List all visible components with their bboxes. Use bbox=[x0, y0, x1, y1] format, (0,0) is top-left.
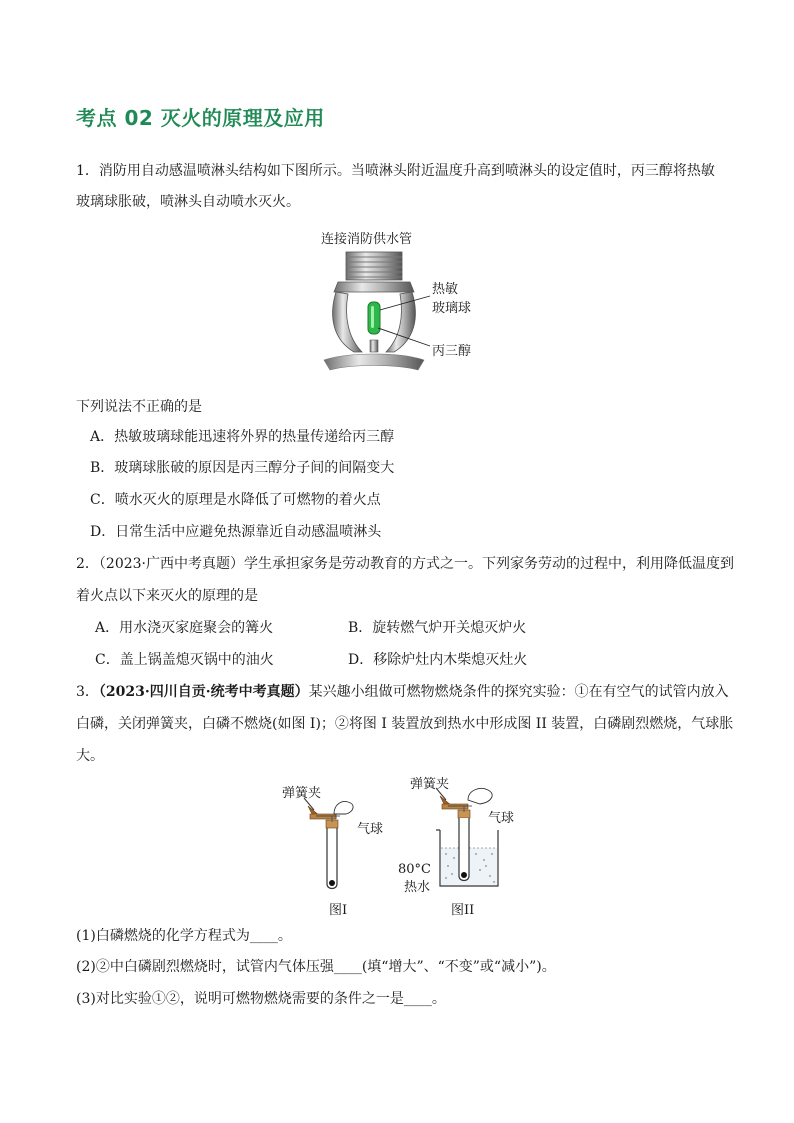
fig2-label-clip: 弹簧夹 bbox=[410, 777, 450, 792]
q2-option-d: D．移除炉灶内木柴熄灭灶火 bbox=[348, 652, 528, 668]
section-title: 考点 02 灭火的原理及应用 bbox=[76, 106, 325, 130]
q1-text-line2: 玻璃球胀破，喷淋头自动喷水灭火。 bbox=[76, 194, 300, 210]
q3-sub3: (3)对比实验①②，说明可燃物燃烧需要的条件之一是____。 bbox=[76, 991, 446, 1007]
fig2-label-hot-water: 热水 bbox=[404, 880, 431, 895]
figure-ii-apparatus bbox=[428, 786, 520, 892]
q1-option-b: B．玻璃球胀破的原因是丙三醇分子间的间隔变大 bbox=[90, 460, 395, 476]
q3-text-line1 bbox=[76, 683, 729, 701]
q2-text-line1: 2．（2023·广西中考真题）学生承担家务是劳动教育的方式之一。下列家务劳动的过程中，利用降低温度到 bbox=[76, 556, 734, 572]
q2-option-a: A．用水浇灭家庭聚会的篝火 bbox=[95, 620, 274, 636]
q3-sub2: (2)②中白磷剧烈燃烧时，试管内气体压强____(填“增大”、“不变”或“减小”)。 bbox=[76, 959, 556, 975]
q3-source: （2023·四川自贡·统考中考真题） bbox=[98, 684, 309, 700]
sprinkler-label-glass-2: 玻璃球 bbox=[432, 301, 472, 316]
q1-stem: 下列说法不正确的是 bbox=[76, 399, 202, 415]
fig1-caption: 图I bbox=[329, 903, 348, 918]
q1-option-a: A．热敏玻璃球能迅速将外界的热量传递给丙三醇 bbox=[90, 429, 395, 445]
q2-text-line2: 着火点以下来灭火的原理的是 bbox=[76, 588, 258, 604]
fig2-caption: 图II bbox=[451, 903, 475, 918]
q1-option-c: C．喷水灭火的原理是水降低了可燃物的着火点 bbox=[90, 492, 381, 508]
q1-text-line1: 1．消防用自动感温喷淋头结构如下图所示。当喷淋头附近温度升高到喷淋头的设定值时，丙三醇将热敏 bbox=[76, 163, 715, 179]
fig2-label-balloon: 气球 bbox=[488, 811, 515, 826]
fig2-label-temp: 80°C bbox=[398, 862, 431, 877]
fig1-label-balloon: 气球 bbox=[357, 822, 384, 837]
q2-option-b: B．旋转燃气炉开关熄灭炉火 bbox=[348, 620, 527, 636]
fig1-label-clip: 弹簧夹 bbox=[282, 786, 322, 801]
sprinkler-label-pipe: 连接消防供水管 bbox=[321, 232, 413, 247]
q1-option-d: D．日常生活中应避免热源靠近自动感温喷淋头 bbox=[90, 524, 382, 540]
q2-option-c: C．盖上锅盖熄灭锅中的油火 bbox=[95, 652, 274, 668]
q3-sub1: (1)白磷燃烧的化学方程式为____。 bbox=[76, 928, 292, 944]
sprinkler-label-glycerol: 丙三醇 bbox=[432, 344, 472, 359]
q3-text-line2: 白磷，关闭弹簧夹，白磷不燃烧(如图 I)；②将图 I 装置放到热水中形成图 II 装置，白磷剧烈燃烧，气球胀 bbox=[76, 716, 734, 732]
sprinkler-label-glass-1: 热敏 bbox=[432, 282, 459, 297]
figure-i-apparatus bbox=[296, 794, 366, 894]
q3-text-line1-rest: 某兴趣小组做可燃物燃烧条件的探究实验：①在有空气的试管内放入 bbox=[308, 684, 729, 700]
q3-text-line3: 大。 bbox=[76, 748, 104, 764]
q3-number: 3． bbox=[76, 684, 99, 700]
